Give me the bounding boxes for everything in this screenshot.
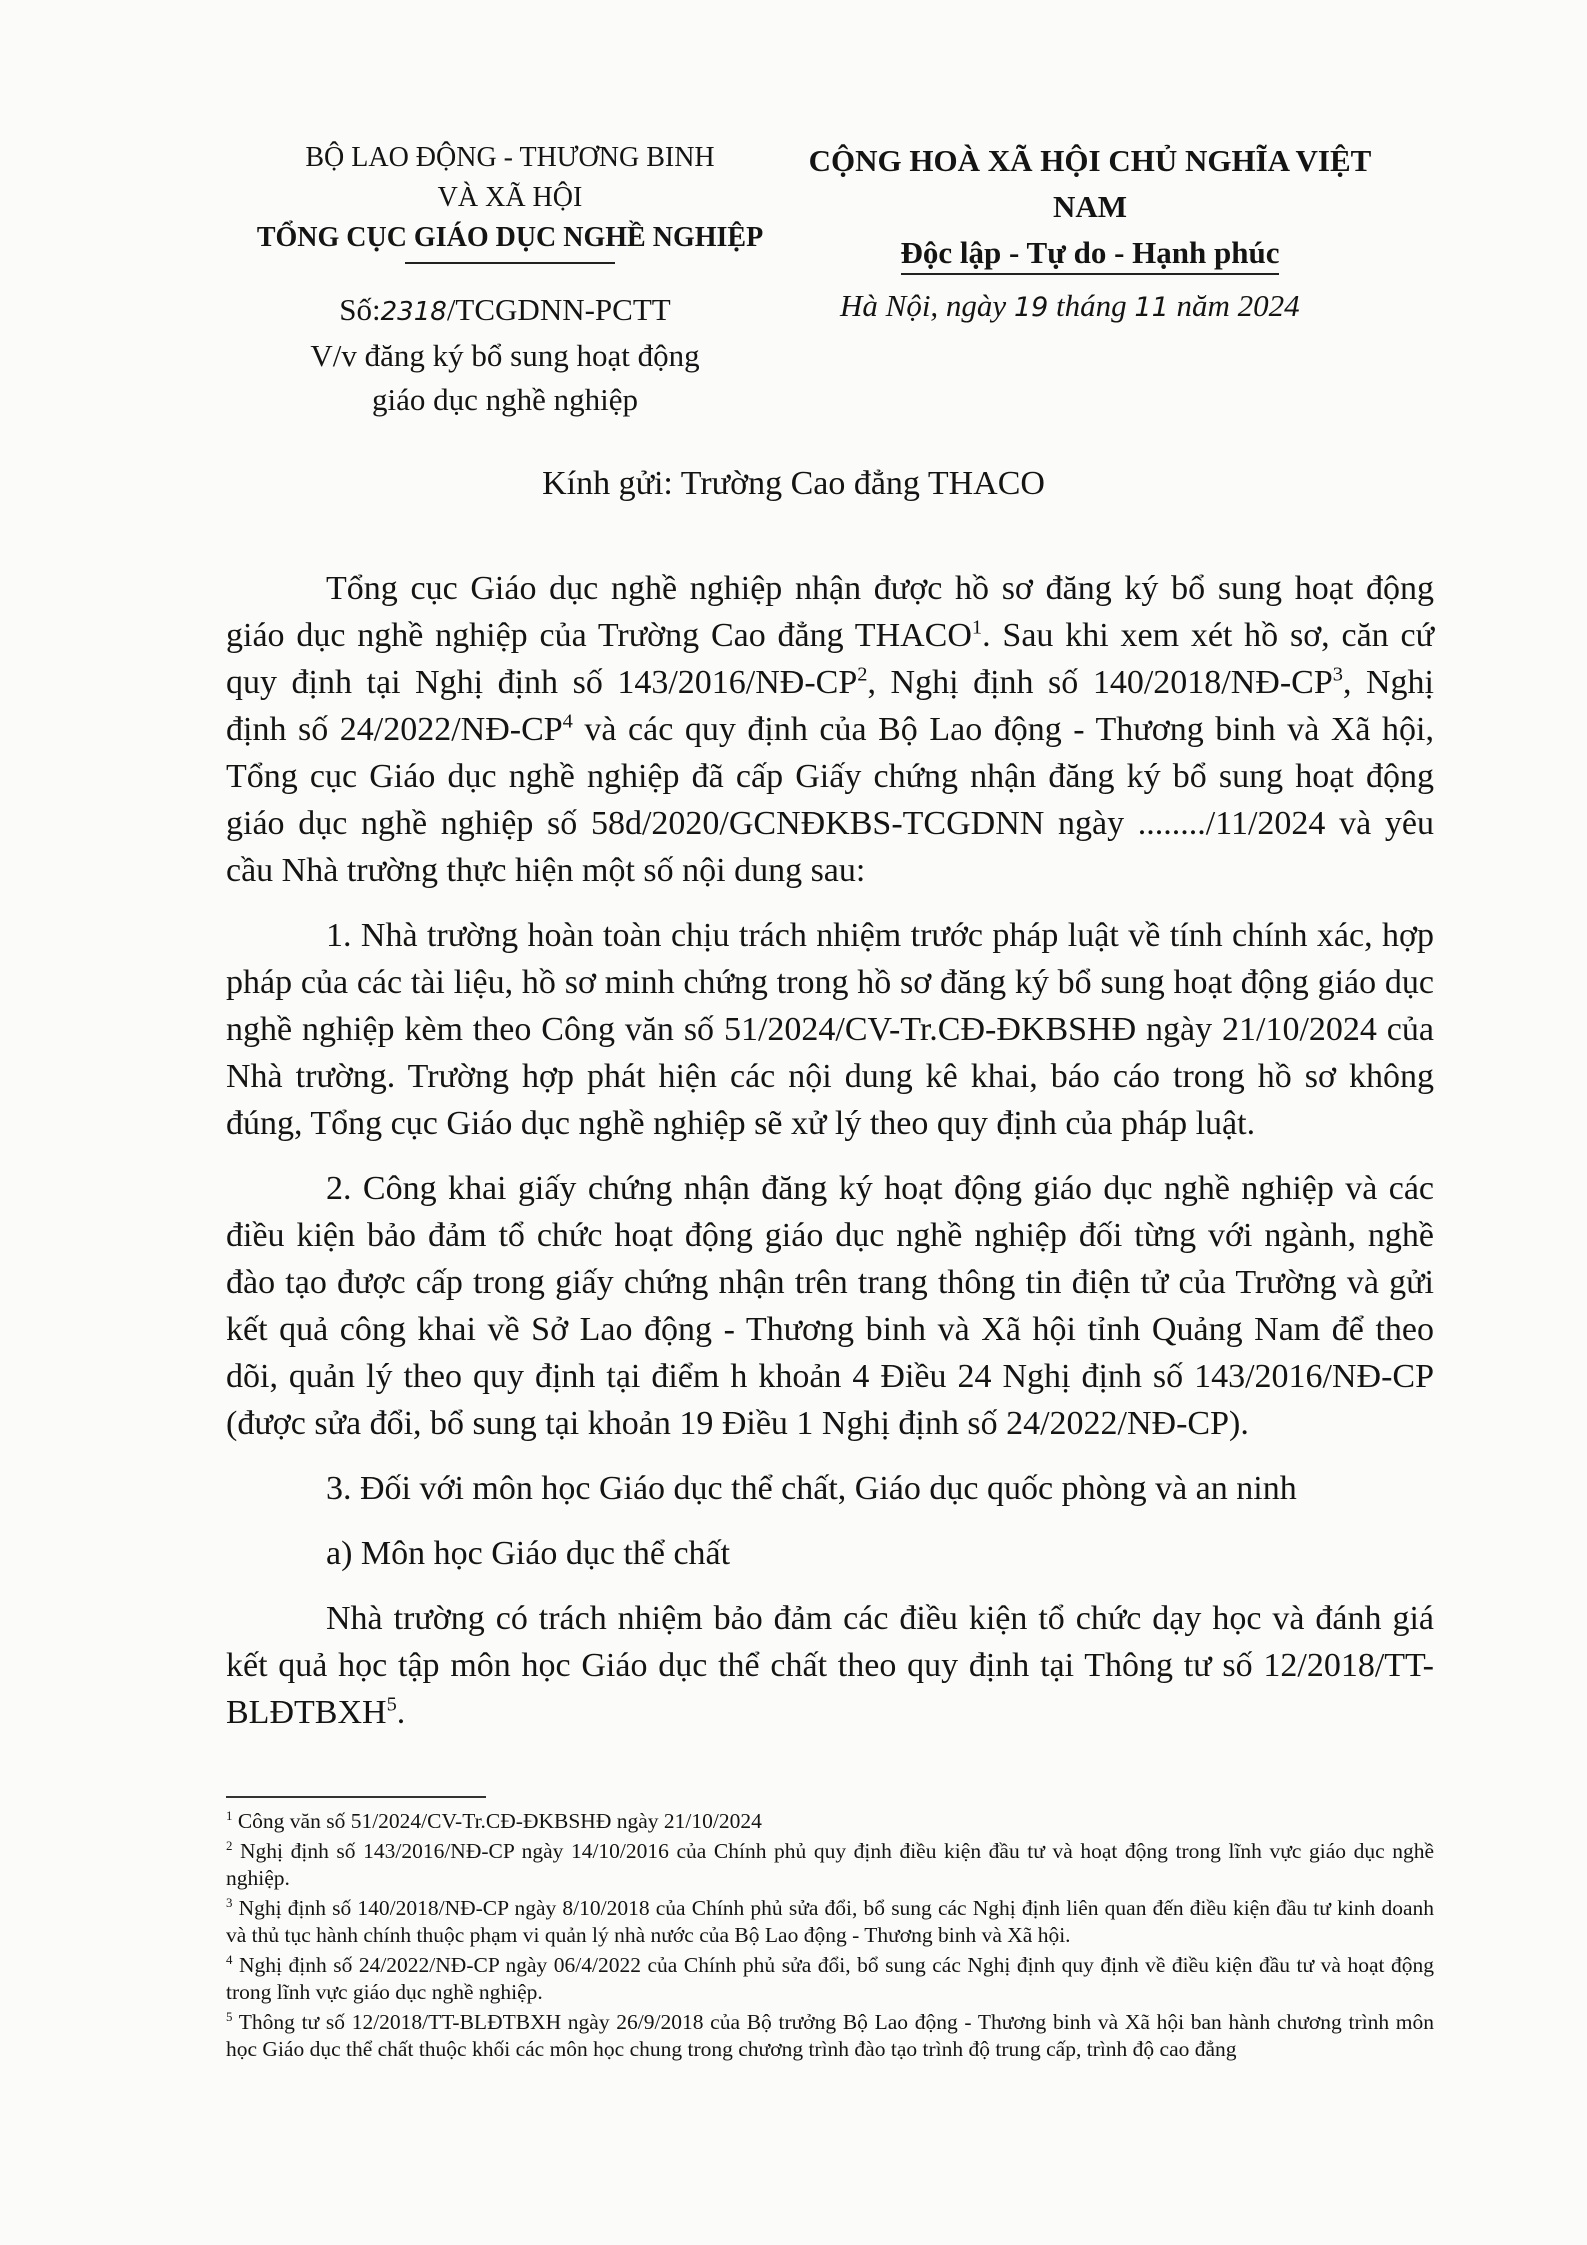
paragraph-item-1: 1. Nhà trường hoàn toàn chịu trách nhiệm trước pháp luật về tính chính xác, hợp pháp của các tài liệu, hồ sơ minh chứng trong hồ sơ đăng ký bổ sung hoạt động giáo dục nghề nghiệp kèm theo Công văn số 51/2024/CV-Tr.CĐ-ĐKBSHĐ ngày 21/10/2024 của Nhà trường. Trường hợp phát hiện các nội dung kê khai, báo cáo trong hồ sơ không đúng, Tổng cục Giáo dục nghề nghiệp sẽ xử lý theo quy định của pháp luật.: [226, 917, 1434, 1142]
footnote-1: $^1$ Công văn số 51/2024/CV-Tr.CĐ-ĐKBSHĐ ngày 21/10/2024: [226, 1808, 762, 1833]
date-year: năm 2024: [1176, 288, 1300, 323]
document-number: [225, 288, 785, 334]
national-heading: [780, 138, 1400, 276]
footnote-ref-3: 3: [1332, 663, 1343, 686]
footnote-divider: [226, 1796, 486, 1798]
date-month-handwritten: 11: [1134, 292, 1169, 323]
subject-line-1: V/v đăng ký bổ sung hoạt động: [310, 338, 700, 373]
agency-name: TỔNG CỤC GIÁO DỤC NGHỀ NGHIỆP: [256, 222, 764, 253]
paragraph-item-3a: a) Môn học Giáo dục thể chất: [326, 1535, 731, 1572]
footnote-ref-5: 5: [386, 1693, 397, 1716]
footnote-ref-1: 1: [971, 616, 983, 639]
agency-underline: [405, 262, 615, 264]
footnotes: [226, 1808, 1434, 2066]
doc-no-prefix: Số:: [339, 292, 381, 327]
date-month-label: tháng: [1056, 288, 1127, 323]
letter-body: [226, 565, 1434, 1754]
footnote-3: $^3$ Nghị định số 140/2018/NĐ-CP ngày 8/10/2018 của Chính phủ sửa đổi, bổ sung các Nghị định liên quan đến điều kiện đầu tư kinh doanh và thủ tục hành chính thuộc phạm vi quản lý nhà nước của Bộ Lao động - Thương binh và Xã hội.: [226, 1895, 1434, 1947]
date-day-handwritten: 19: [1013, 292, 1049, 323]
national-motto: Độc lập - Tự do - Hạnh phúc: [901, 233, 1280, 275]
paragraph-item-3: 3. Đối với môn học Giáo dục thể chất, Giáo dục quốc phòng và an ninh: [326, 1470, 1297, 1507]
subject-line-2: giáo dục nghề nghiệp: [371, 382, 638, 417]
document-number-block: [225, 288, 785, 422]
date-prefix: Hà Nội, ngày: [840, 288, 1007, 323]
recipient-line: Kính gửi: Trường Cao đẳng THACO: [542, 465, 1045, 502]
footnote-ref-4: 4: [562, 710, 573, 733]
footnote-5: $^5$ Thông tư số 12/2018/TT-BLĐTBXH ngày 26/9/2018 của Bộ trưởng Bộ Lao động - Thương binh và Xã hội ban hành chương trình môn học Giáo dục thể chất thuộc khối các môn học chung trong chương trình đào tạo trình độ trung cấp, trình độ cao đẳng: [226, 2009, 1434, 2061]
date-line: [840, 288, 1400, 324]
doc-no-handwritten: 2318: [380, 297, 447, 327]
paragraph-intro: Tổng cục Giáo dục nghề nghiệp nhận được hồ sơ đăng ký bổ sung hoạt động giáo dục nghề nghiệp của Trường Cao đẳng THACO$^1$. Sau khi xem xét hồ sơ, căn cứ quy định tại Nghị định số $143/2016/NĐ-CP^2$, Nghị định số $140/2018/NĐ-CP^3$, Nghị định số $24/2022/NĐ-CP^4$ và các quy định của Bộ Lao động - Thương binh và Xã hội, Tổng cục Giáo dục nghề nghiệp đã cấp Giấy chứng nhận đăng ký bổ sung hoạt động giáo dục nghề nghiệp số 58d/2020/GCNĐKBS-TCGDNN ngày ......../11/2024 và yêu cầu Nhà trường thực hiện một số nội dung sau:: [226, 570, 1434, 889]
footnote-4: $^4$ Nghị định số 24/2022/NĐ-CP ngày 06/4/2022 của Chính phủ sửa đổi, bổ sung các Nghị định quy định về điều kiện đầu tư và hoạt động trong lĩnh vực giáo dục nghề nghiệp.: [226, 1952, 1434, 2004]
ministry-line-2: VÀ XÃ HỘI: [437, 182, 583, 213]
footnote-2: $^2$ Nghị định số 143/2016/NĐ-CP ngày 14/10/2016 của Chính phủ quy định điều kiện đầu tư và hoạt động trong lĩnh vực giáo dục nghề nghiệp.: [226, 1838, 1434, 1890]
paragraph-item-3a-text: Nhà trường có trách nhiệm bảo đảm các điều kiện tổ chức dạy học và đánh giá kết quả học tập môn học Giáo dục thể chất theo quy định tại Thông tư số 12/2018/TT-BLĐTBXH$^5$.: [226, 1600, 1434, 1731]
paragraph-item-2: 2. Công khai giấy chứng nhận đăng ký hoạt động giáo dục nghề nghiệp và các điều kiện bảo đảm tổ chức hoạt động giáo dục nghề nghiệp đối từng với ngành, nghề đào tạo được cấp trong giấy chứng nhận trên trang thông tin điện tử của Trường và gửi kết quả công khai về Sở Lao động - Thương binh và Xã hội tỉnh Quảng Nam để theo dõi, quản lý theo quy định tại điểm h khoản 4 Điều 24 Nghị định số 143/2016/NĐ-CP (được sửa đổi, bổ sung tại khoản 19 Điều 1 Nghị định số 24/2022/NĐ-CP).: [226, 1170, 1434, 1442]
nation-name: CỘNG HOÀ XÃ HỘI CHỦ NGHĨA VIỆT NAM: [808, 143, 1372, 224]
ministry-line-1: BỘ LAO ĐỘNG - THƯƠNG BINH: [305, 142, 715, 173]
doc-no-suffix: /TCGDNN-PCTT: [446, 292, 671, 327]
issuer-block: [210, 138, 810, 264]
footnote-ref-2: 2: [857, 663, 868, 686]
